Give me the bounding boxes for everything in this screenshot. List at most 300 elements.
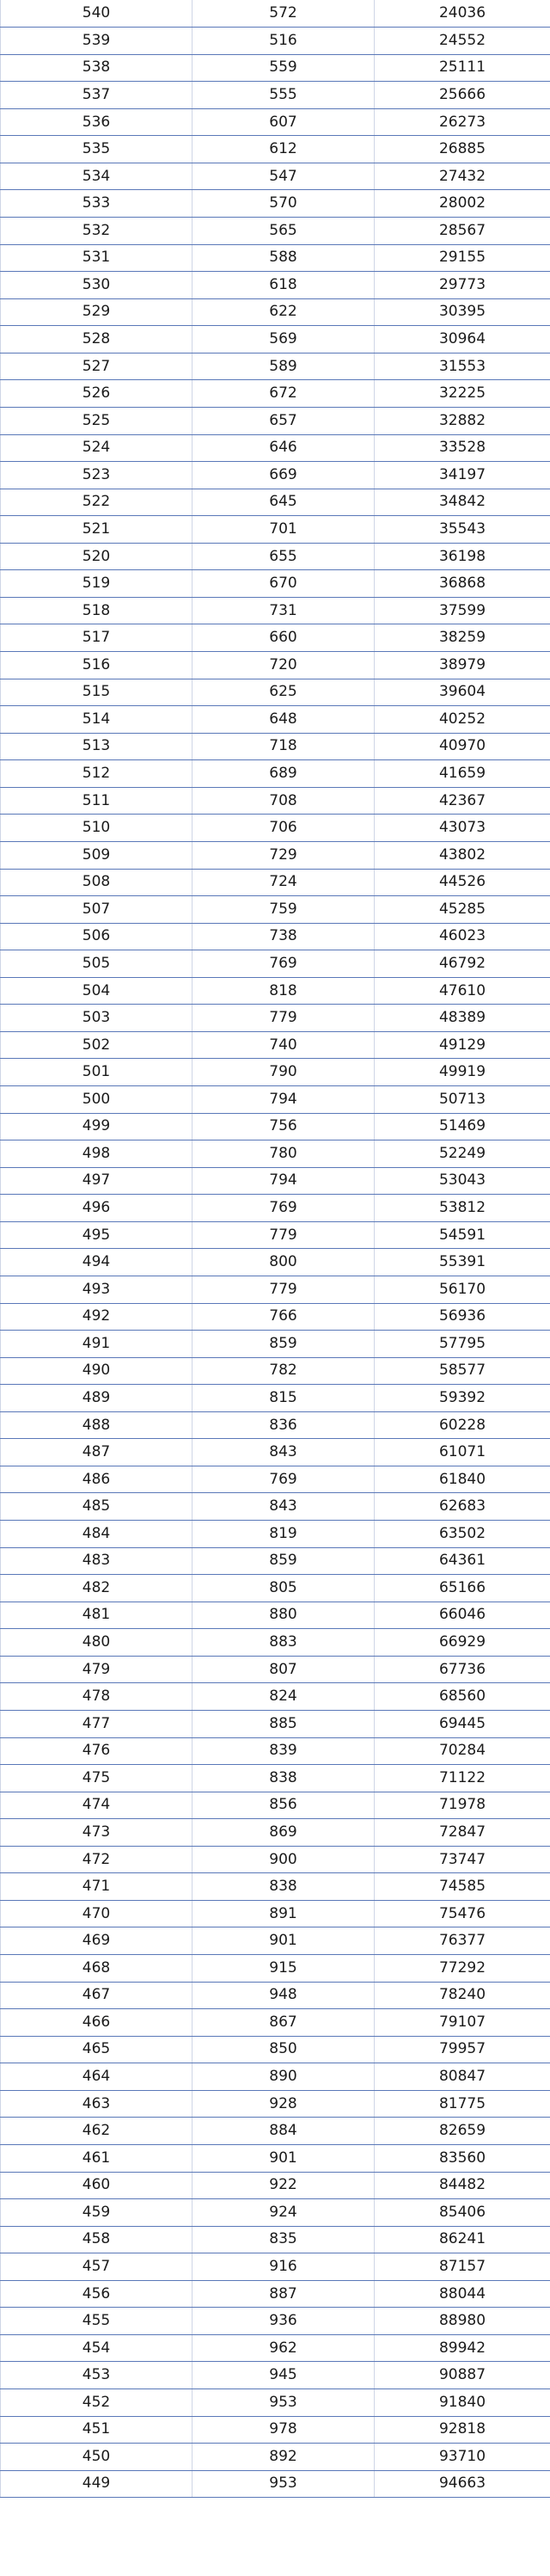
count-cell: 555 xyxy=(192,82,375,109)
score-cell: 493 xyxy=(1,1276,192,1303)
cumulative-cell: 72847 xyxy=(375,1819,550,1847)
table-row xyxy=(1,218,550,245)
cumulative-cell: 69445 xyxy=(375,1710,550,1737)
score-cell: 520 xyxy=(1,543,192,570)
cumulative-cell: 46023 xyxy=(375,923,550,950)
count-cell: 901 xyxy=(192,1927,375,1955)
count-cell: 570 xyxy=(192,190,375,218)
cumulative-cell: 45285 xyxy=(375,896,550,924)
table-row xyxy=(1,190,550,218)
count-cell: 807 xyxy=(192,1656,375,1683)
cumulative-cell: 90887 xyxy=(375,2362,550,2389)
cumulative-cell: 26273 xyxy=(375,108,550,136)
cumulative-cell: 89942 xyxy=(375,2334,550,2362)
score-cell: 452 xyxy=(1,2389,192,2417)
table-row xyxy=(1,326,550,354)
table-row xyxy=(1,652,550,679)
table-row xyxy=(1,706,550,734)
table-body xyxy=(1,0,550,2498)
cumulative-cell: 74585 xyxy=(375,1873,550,1901)
score-cell: 494 xyxy=(1,1249,192,1276)
count-cell: 869 xyxy=(192,1819,375,1847)
score-cell: 491 xyxy=(1,1331,192,1358)
cumulative-cell: 71122 xyxy=(375,1765,550,1792)
cumulative-cell: 34842 xyxy=(375,489,550,516)
table-row xyxy=(1,733,550,760)
cumulative-cell: 92818 xyxy=(375,2416,550,2444)
score-cell: 539 xyxy=(1,28,192,55)
cumulative-cell: 56936 xyxy=(375,1303,550,1331)
count-cell: 718 xyxy=(192,733,375,760)
count-cell: 818 xyxy=(192,977,375,1005)
count-cell: 978 xyxy=(192,2416,375,2444)
cumulative-cell: 94663 xyxy=(375,2470,550,2498)
table-row xyxy=(1,950,550,978)
cumulative-cell: 32225 xyxy=(375,380,550,408)
cumulative-cell: 77292 xyxy=(375,1955,550,1983)
score-cell: 449 xyxy=(1,2470,192,2498)
table-row xyxy=(1,2226,550,2253)
cumulative-cell: 64361 xyxy=(375,1547,550,1575)
table-row xyxy=(1,1276,550,1303)
table-row xyxy=(1,28,550,55)
count-cell: 953 xyxy=(192,2389,375,2417)
count-cell: 880 xyxy=(192,1602,375,1629)
cumulative-cell: 75476 xyxy=(375,1900,550,1927)
score-cell: 497 xyxy=(1,1167,192,1195)
table-row xyxy=(1,1955,550,1983)
cumulative-cell: 33528 xyxy=(375,434,550,462)
count-cell: 720 xyxy=(192,652,375,679)
score-cell: 453 xyxy=(1,2362,192,2389)
table-row xyxy=(1,1031,550,1059)
score-cell: 461 xyxy=(1,2144,192,2172)
cumulative-cell: 54591 xyxy=(375,1221,550,1249)
score-cell: 450 xyxy=(1,2444,192,2471)
count-cell: 670 xyxy=(192,570,375,598)
cumulative-cell: 58577 xyxy=(375,1357,550,1385)
count-cell: 890 xyxy=(192,2063,375,2091)
count-cell: 838 xyxy=(192,1873,375,1901)
table-row xyxy=(1,1195,550,1222)
score-cell: 532 xyxy=(1,218,192,245)
cumulative-cell: 42367 xyxy=(375,787,550,815)
cumulative-cell: 51469 xyxy=(375,1113,550,1140)
cumulative-cell: 40252 xyxy=(375,706,550,734)
score-cell: 510 xyxy=(1,815,192,842)
cumulative-cell: 88980 xyxy=(375,2308,550,2335)
count-cell: 936 xyxy=(192,2308,375,2335)
score-cell: 473 xyxy=(1,1819,192,1847)
count-cell: 962 xyxy=(192,2334,375,2362)
count-cell: 838 xyxy=(192,1765,375,1792)
table-row xyxy=(1,841,550,869)
count-cell: 819 xyxy=(192,1521,375,1548)
count-cell: 547 xyxy=(192,163,375,190)
table-row xyxy=(1,1303,550,1331)
cumulative-cell: 26885 xyxy=(375,136,550,163)
score-cell: 495 xyxy=(1,1221,192,1249)
score-cell: 499 xyxy=(1,1113,192,1140)
cumulative-cell: 50713 xyxy=(375,1086,550,1114)
cumulative-cell: 47610 xyxy=(375,977,550,1005)
table-row xyxy=(1,1521,550,1548)
count-cell: 915 xyxy=(192,1955,375,1983)
count-cell: 618 xyxy=(192,272,375,299)
table-row xyxy=(1,1982,550,2009)
count-cell: 900 xyxy=(192,1846,375,1873)
count-cell: 756 xyxy=(192,1113,375,1140)
score-cell: 469 xyxy=(1,1927,192,1955)
count-cell: 824 xyxy=(192,1683,375,1711)
cumulative-cell: 79957 xyxy=(375,2036,550,2063)
count-cell: 759 xyxy=(192,896,375,924)
score-cell: 525 xyxy=(1,407,192,434)
count-cell: 706 xyxy=(192,815,375,842)
cumulative-cell: 76377 xyxy=(375,1927,550,1955)
cumulative-cell: 70284 xyxy=(375,1737,550,1765)
score-cell: 472 xyxy=(1,1846,192,1873)
score-cell: 536 xyxy=(1,108,192,136)
cumulative-cell: 43802 xyxy=(375,841,550,869)
count-cell: 794 xyxy=(192,1167,375,1195)
cumulative-cell: 43073 xyxy=(375,815,550,842)
cumulative-cell: 81775 xyxy=(375,2090,550,2118)
count-cell: 883 xyxy=(192,1629,375,1657)
score-cell: 464 xyxy=(1,2063,192,2091)
table-row xyxy=(1,2063,550,2091)
cumulative-cell: 24036 xyxy=(375,0,550,28)
score-cell: 501 xyxy=(1,1059,192,1086)
cumulative-cell: 29773 xyxy=(375,272,550,299)
table-row xyxy=(1,380,550,408)
table-row xyxy=(1,1710,550,1737)
table-row xyxy=(1,923,550,950)
count-cell: 891 xyxy=(192,1900,375,1927)
score-cell: 516 xyxy=(1,652,192,679)
score-cell: 527 xyxy=(1,353,192,380)
score-cell: 511 xyxy=(1,787,192,815)
cumulative-cell: 48389 xyxy=(375,1005,550,1032)
score-cell: 531 xyxy=(1,244,192,272)
table-row xyxy=(1,2280,550,2308)
score-cell: 526 xyxy=(1,380,192,408)
count-cell: 622 xyxy=(192,298,375,326)
cumulative-cell: 88044 xyxy=(375,2280,550,2308)
table-row xyxy=(1,1629,550,1657)
table-row xyxy=(1,1846,550,1873)
count-cell: 612 xyxy=(192,136,375,163)
table-row xyxy=(1,2308,550,2335)
cumulative-cell: 80847 xyxy=(375,2063,550,2091)
count-cell: 724 xyxy=(192,869,375,896)
count-cell: 708 xyxy=(192,787,375,815)
cumulative-cell: 87157 xyxy=(375,2253,550,2281)
cumulative-cell: 73747 xyxy=(375,1846,550,1873)
cumulative-cell: 31553 xyxy=(375,353,550,380)
score-cell: 483 xyxy=(1,1547,192,1575)
table-row xyxy=(1,298,550,326)
cumulative-cell: 25666 xyxy=(375,82,550,109)
count-cell: 701 xyxy=(192,516,375,544)
cumulative-cell: 25111 xyxy=(375,54,550,82)
table-row xyxy=(1,543,550,570)
cumulative-cell: 39604 xyxy=(375,679,550,706)
count-cell: 805 xyxy=(192,1575,375,1602)
score-cell: 465 xyxy=(1,2036,192,2063)
count-cell: 729 xyxy=(192,841,375,869)
score-cell: 479 xyxy=(1,1656,192,1683)
count-cell: 646 xyxy=(192,434,375,462)
score-cell: 506 xyxy=(1,923,192,950)
table-row xyxy=(1,1385,550,1412)
cumulative-cell: 56170 xyxy=(375,1276,550,1303)
cumulative-cell: 49919 xyxy=(375,1059,550,1086)
table-row xyxy=(1,815,550,842)
cumulative-cell: 24552 xyxy=(375,28,550,55)
table-row xyxy=(1,82,550,109)
score-cell: 485 xyxy=(1,1493,192,1521)
score-cell: 530 xyxy=(1,272,192,299)
count-cell: 607 xyxy=(192,108,375,136)
count-cell: 953 xyxy=(192,2470,375,2498)
count-cell: 836 xyxy=(192,1411,375,1439)
cumulative-cell: 79107 xyxy=(375,2009,550,2037)
count-cell: 769 xyxy=(192,1466,375,1493)
table-row xyxy=(1,869,550,896)
count-cell: 565 xyxy=(192,218,375,245)
table-row xyxy=(1,136,550,163)
cumulative-cell: 37599 xyxy=(375,597,550,624)
cumulative-cell: 78240 xyxy=(375,1982,550,2009)
score-cell: 462 xyxy=(1,2118,192,2145)
count-cell: 901 xyxy=(192,2144,375,2172)
cumulative-cell: 27432 xyxy=(375,163,550,190)
table-row xyxy=(1,2416,550,2444)
table-row xyxy=(1,1439,550,1466)
table-row xyxy=(1,353,550,380)
score-cell: 454 xyxy=(1,2334,192,2362)
score-cell: 523 xyxy=(1,462,192,489)
cumulative-cell: 82659 xyxy=(375,2118,550,2145)
table-row xyxy=(1,272,550,299)
count-cell: 782 xyxy=(192,1357,375,1385)
score-cell: 509 xyxy=(1,841,192,869)
table-row xyxy=(1,1602,550,1629)
count-cell: 887 xyxy=(192,2280,375,2308)
score-cell: 496 xyxy=(1,1195,192,1222)
cumulative-cell: 55391 xyxy=(375,1249,550,1276)
count-cell: 589 xyxy=(192,353,375,380)
cumulative-cell: 28567 xyxy=(375,218,550,245)
count-cell: 815 xyxy=(192,1385,375,1412)
score-cell: 492 xyxy=(1,1303,192,1331)
table-row xyxy=(1,2389,550,2417)
cumulative-cell: 36198 xyxy=(375,543,550,570)
score-cell: 468 xyxy=(1,1955,192,1983)
score-cell: 466 xyxy=(1,2009,192,2037)
score-cell: 514 xyxy=(1,706,192,734)
score-cell: 537 xyxy=(1,82,192,109)
table-row xyxy=(1,570,550,598)
table-row xyxy=(1,1493,550,1521)
score-cell: 482 xyxy=(1,1575,192,1602)
cumulative-cell: 35543 xyxy=(375,516,550,544)
count-cell: 672 xyxy=(192,380,375,408)
cumulative-cell: 38259 xyxy=(375,624,550,652)
cumulative-cell: 61840 xyxy=(375,1466,550,1493)
cumulative-cell: 53812 xyxy=(375,1195,550,1222)
table-row xyxy=(1,2036,550,2063)
cumulative-cell: 85406 xyxy=(375,2199,550,2227)
table-row xyxy=(1,2172,550,2199)
score-cell: 474 xyxy=(1,1792,192,1819)
table-row xyxy=(1,489,550,516)
score-cell: 489 xyxy=(1,1385,192,1412)
score-cell: 475 xyxy=(1,1765,192,1792)
score-cell: 456 xyxy=(1,2280,192,2308)
score-cell: 524 xyxy=(1,434,192,462)
table-row xyxy=(1,244,550,272)
table-row xyxy=(1,1331,550,1358)
cumulative-cell: 38979 xyxy=(375,652,550,679)
score-cell: 507 xyxy=(1,896,192,924)
table-row xyxy=(1,1086,550,1114)
score-cell: 500 xyxy=(1,1086,192,1114)
cumulative-cell: 57795 xyxy=(375,1331,550,1358)
table-row xyxy=(1,1656,550,1683)
table-row xyxy=(1,516,550,544)
table-row xyxy=(1,1005,550,1032)
table-row xyxy=(1,896,550,924)
score-cell: 477 xyxy=(1,1710,192,1737)
count-cell: 779 xyxy=(192,1276,375,1303)
score-cell: 478 xyxy=(1,1683,192,1711)
count-cell: 945 xyxy=(192,2362,375,2389)
score-cell: 460 xyxy=(1,2172,192,2199)
score-cell: 481 xyxy=(1,1602,192,1629)
count-cell: 516 xyxy=(192,28,375,55)
cumulative-cell: 60228 xyxy=(375,1411,550,1439)
count-cell: 625 xyxy=(192,679,375,706)
cumulative-cell: 65166 xyxy=(375,1575,550,1602)
table-row xyxy=(1,163,550,190)
count-cell: 924 xyxy=(192,2199,375,2227)
cumulative-cell: 59392 xyxy=(375,1385,550,1412)
table-row xyxy=(1,1140,550,1168)
table-row xyxy=(1,462,550,489)
table-row xyxy=(1,2199,550,2227)
table-row xyxy=(1,1737,550,1765)
score-cell: 528 xyxy=(1,326,192,354)
score-cell: 487 xyxy=(1,1439,192,1466)
score-cell: 484 xyxy=(1,1521,192,1548)
table-row xyxy=(1,1900,550,1927)
count-cell: 856 xyxy=(192,1792,375,1819)
score-cell: 522 xyxy=(1,489,192,516)
table-row xyxy=(1,597,550,624)
score-cell: 517 xyxy=(1,624,192,652)
score-cell: 467 xyxy=(1,1982,192,2009)
count-cell: 559 xyxy=(192,54,375,82)
cumulative-cell: 52249 xyxy=(375,1140,550,1168)
cumulative-cell: 32882 xyxy=(375,407,550,434)
count-cell: 800 xyxy=(192,1249,375,1276)
cumulative-cell: 41659 xyxy=(375,760,550,788)
count-cell: 885 xyxy=(192,1710,375,1737)
score-cell: 459 xyxy=(1,2199,192,2227)
score-cell: 519 xyxy=(1,570,192,598)
cumulative-cell: 30964 xyxy=(375,326,550,354)
count-cell: 655 xyxy=(192,543,375,570)
cumulative-cell: 34197 xyxy=(375,462,550,489)
cumulative-cell: 49129 xyxy=(375,1031,550,1059)
cumulative-cell: 44526 xyxy=(375,869,550,896)
score-cell: 518 xyxy=(1,597,192,624)
table-row xyxy=(1,1167,550,1195)
count-cell: 780 xyxy=(192,1140,375,1168)
cumulative-cell: 91840 xyxy=(375,2389,550,2417)
table-row xyxy=(1,1547,550,1575)
table-row xyxy=(1,1221,550,1249)
score-cell: 505 xyxy=(1,950,192,978)
count-cell: 648 xyxy=(192,706,375,734)
table-row xyxy=(1,1683,550,1711)
count-cell: 884 xyxy=(192,2118,375,2145)
count-cell: 928 xyxy=(192,2090,375,2118)
count-cell: 738 xyxy=(192,923,375,950)
table-row xyxy=(1,2090,550,2118)
table-row xyxy=(1,1575,550,1602)
score-cell: 540 xyxy=(1,0,192,28)
score-cell: 504 xyxy=(1,977,192,1005)
table-row xyxy=(1,1873,550,1901)
count-cell: 790 xyxy=(192,1059,375,1086)
table-row xyxy=(1,787,550,815)
cumulative-cell: 68560 xyxy=(375,1683,550,1711)
count-cell: 794 xyxy=(192,1086,375,1114)
count-cell: 922 xyxy=(192,2172,375,2199)
score-cell: 488 xyxy=(1,1411,192,1439)
count-cell: 843 xyxy=(192,1493,375,1521)
cumulative-cell: 29155 xyxy=(375,244,550,272)
table-row xyxy=(1,1466,550,1493)
score-cell: 455 xyxy=(1,2308,192,2335)
table-row xyxy=(1,1927,550,1955)
table-row xyxy=(1,1059,550,1086)
table-row xyxy=(1,1411,550,1439)
cumulative-cell: 28002 xyxy=(375,190,550,218)
count-cell: 850 xyxy=(192,2036,375,2063)
table-row xyxy=(1,1113,550,1140)
cumulative-cell: 67736 xyxy=(375,1656,550,1683)
count-cell: 766 xyxy=(192,1303,375,1331)
table-row xyxy=(1,407,550,434)
score-cell: 521 xyxy=(1,516,192,544)
score-cell: 463 xyxy=(1,2090,192,2118)
score-cell: 529 xyxy=(1,298,192,326)
count-cell: 835 xyxy=(192,2226,375,2253)
table-row xyxy=(1,977,550,1005)
cumulative-cell: 66046 xyxy=(375,1602,550,1629)
count-cell: 769 xyxy=(192,950,375,978)
score-cell: 476 xyxy=(1,1737,192,1765)
score-cell: 457 xyxy=(1,2253,192,2281)
cumulative-cell: 40970 xyxy=(375,733,550,760)
score-cell: 503 xyxy=(1,1005,192,1032)
count-cell: 569 xyxy=(192,326,375,354)
count-cell: 892 xyxy=(192,2444,375,2471)
